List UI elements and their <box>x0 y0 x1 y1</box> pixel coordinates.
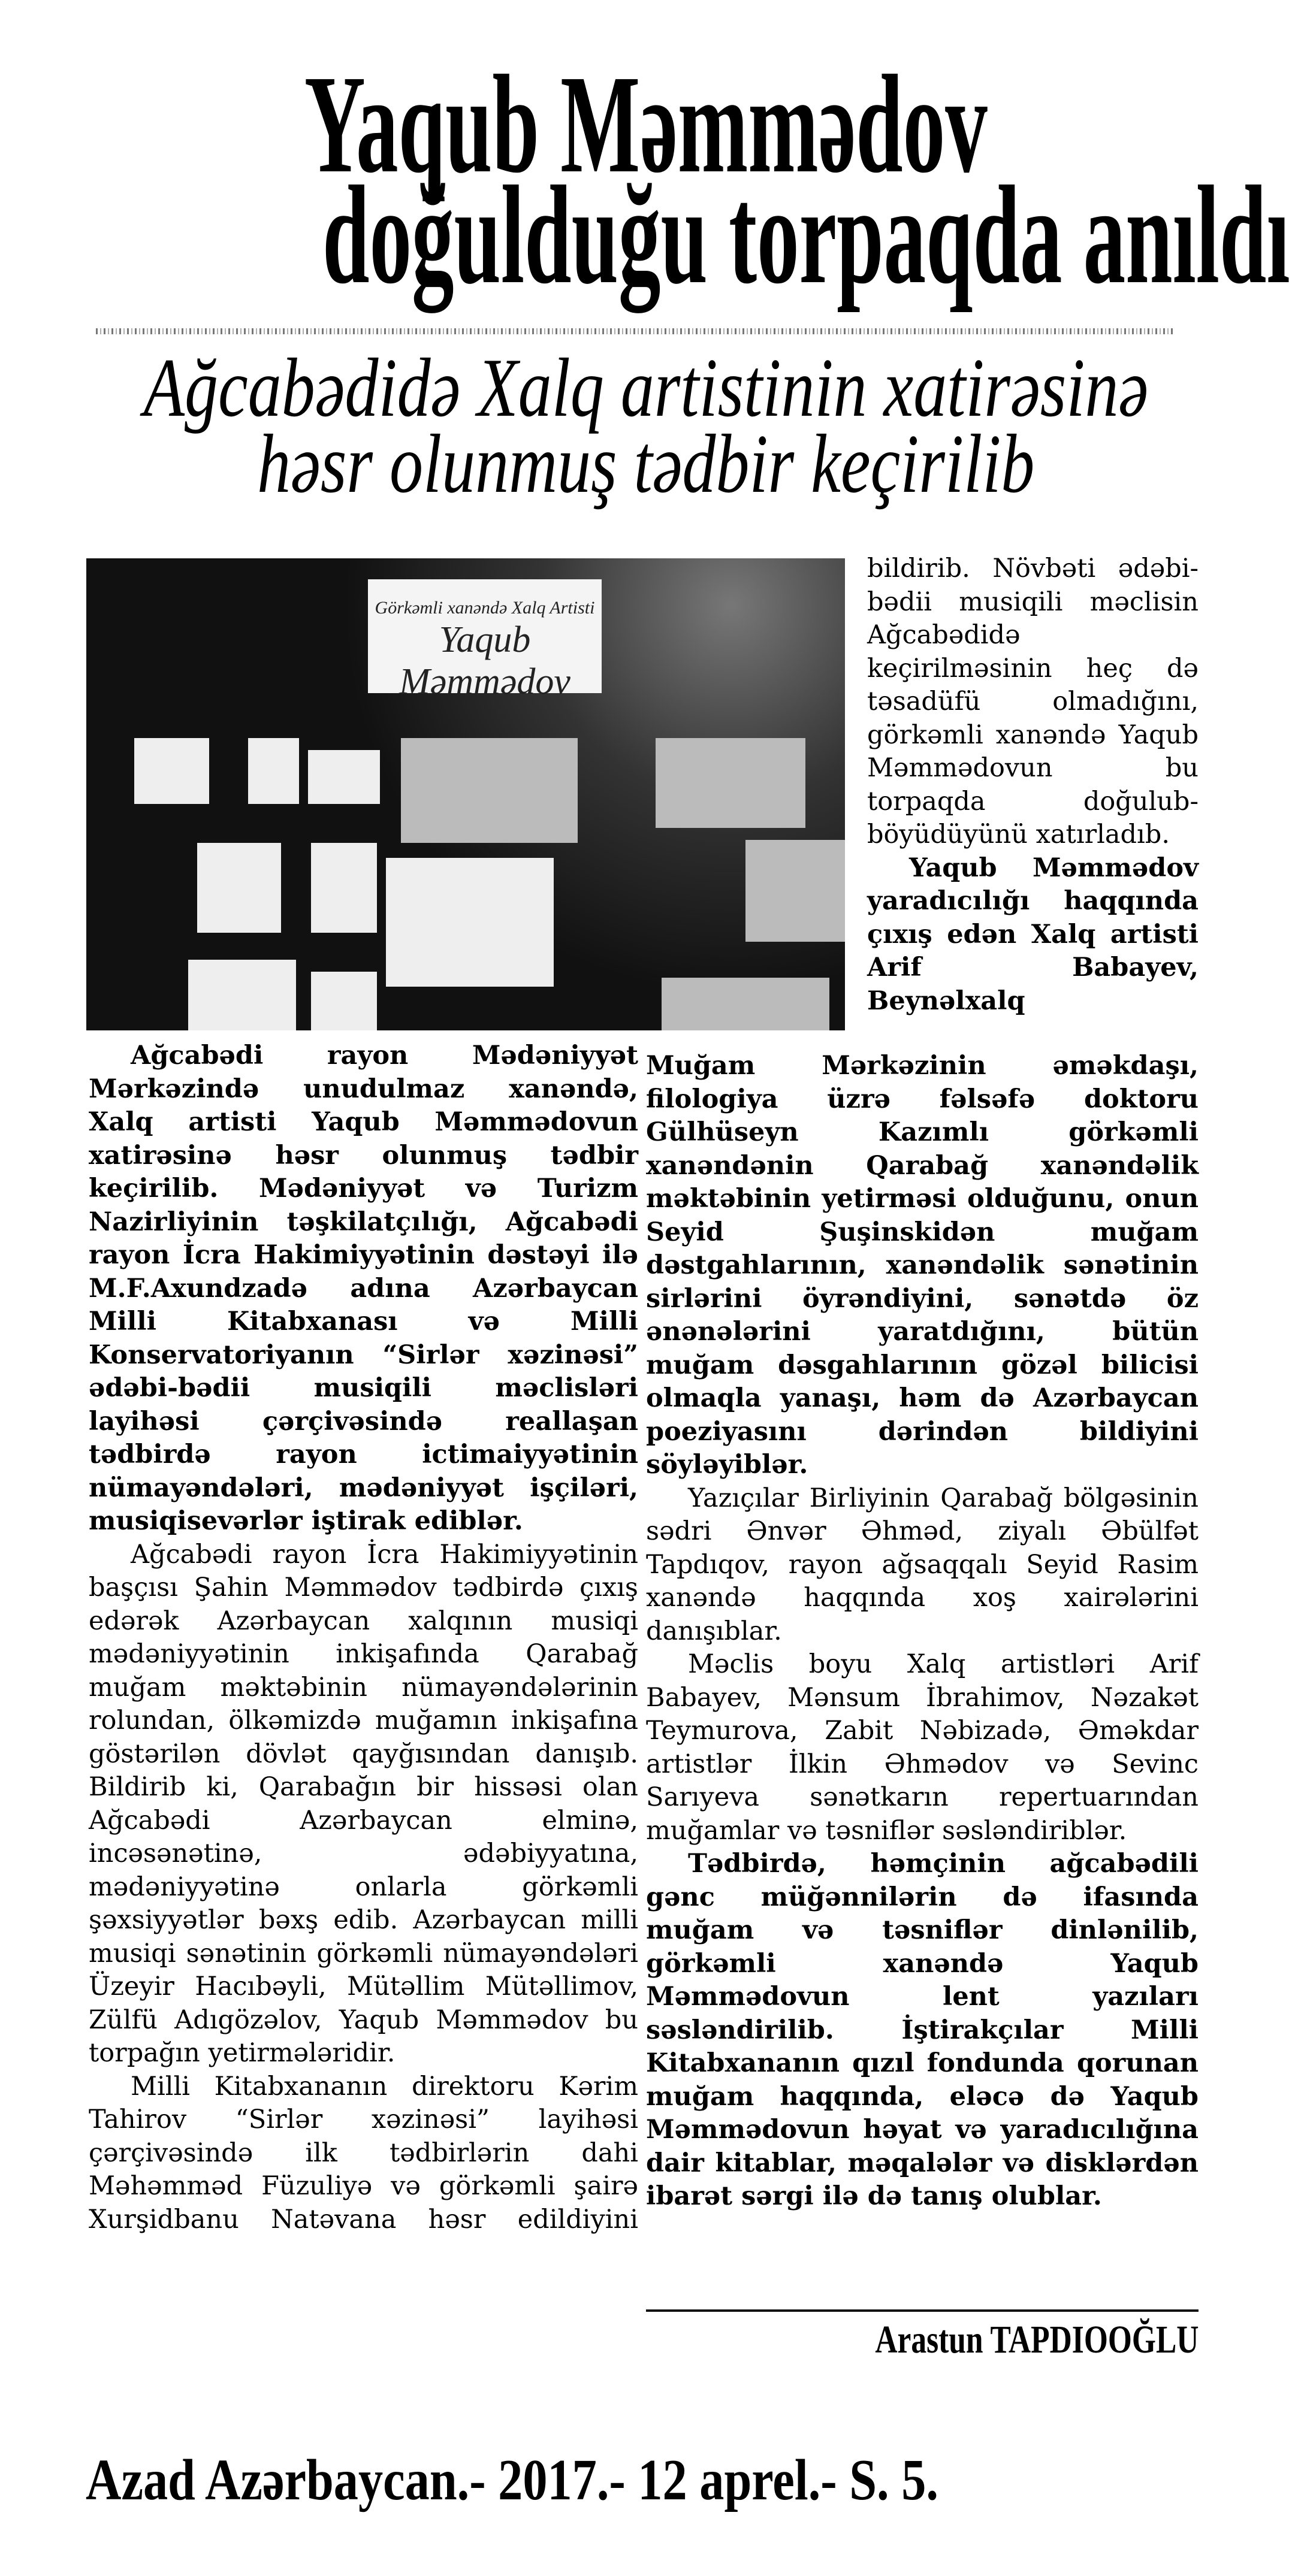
exhibition-photo <box>86 558 845 1030</box>
article-column-right-bottom <box>646 1050 1199 2214</box>
headline-line-2 <box>0 157 1292 313</box>
source-text: Azad Azərbaycan.- 2017.- 12 aprel.- S. 5. <box>86 2448 938 2512</box>
subheadline-text-2: həsr olunmuş tədbir keçirilib <box>257 418 1035 510</box>
book-item <box>401 738 578 843</box>
subheadline-text-1: Ağcabədidə Xalq artistinin xatirəsinə <box>143 341 1149 434</box>
article-column-left <box>89 1039 638 2236</box>
book-item <box>662 978 829 1030</box>
dotted-divider <box>96 328 1175 334</box>
book-item <box>308 750 380 804</box>
book-item <box>656 738 805 828</box>
article-paragraph: Məclis boyu Xalq artistləri Arif Babayev, Mənsum İbrahimov, Nəzakət Teymurova, Zabit Nəbizadə, Əməkdar artistlər İlkin Əhmədov və Sevinc Sarıyeva sənətkarın repertuarından muğamlar və təsniflər səsləndiriblər. <box>646 1649 1199 1846</box>
photo-sign-line-1: Görkəmli xanəndə Xalq Artisti <box>375 598 595 618</box>
article-paragraph: Yazıçılar Birliyinin Qarabağ bölgəsinin sədri Ənvər Əhməd, ziyalı Əbülfət Tapdıqov, rayon ağsaqqalı Seyid Rasim xanəndə haqqında xoş xairələrini danışıblar. <box>646 1483 1199 1646</box>
author-name: Arastun TAPDIOOĞLU <box>874 2318 1199 2362</box>
photo-sign-line-2: Yaqub Məmmədov <box>399 619 570 702</box>
source-citation <box>86 2447 1101 2513</box>
headline-text-1: Yaqub Məmmədov <box>304 46 988 202</box>
article-paragraph: Muğam Mərkəzinin əməkdaşı, filologiya üzrə fəlsəfə doktoru Gülhüseyn Kazımlı görkəmli xanəndənin Qarabağ xanəndəlik məktəbinin yetirməsi olduğunu, onun Seyid Şuşinskidən muğam dəstgahlarının, xanəndəlik sənətinin sirlərini öyrəndiyini, sənətdə öz ənənələrini yaratdığını, bütün muğam dəsgahlarının gözəl bilicisi olmaqla yanaşı, həm də Azərbaycan poeziyasını dərindən bildiyini söyləyiblər. <box>646 1051 1199 1480</box>
book-item <box>188 960 296 1030</box>
photo-sign <box>368 579 602 702</box>
book-item <box>745 840 845 942</box>
book-item <box>197 843 281 933</box>
byline-divider <box>646 2309 1199 2312</box>
book-item <box>311 843 377 933</box>
article-column-right-top <box>867 552 1199 1018</box>
book-item <box>134 738 209 804</box>
headline-text-2: doğulduğu torpaqda anıldı <box>322 157 1290 313</box>
author-byline <box>784 2317 1199 2363</box>
article-paragraph: Tədbirdə, həmçinin ağcabədili gənc müğənnilərin də ifasında muğam və təsniflər dinlənilib, görkəmli xanəndə Yaqub Məmmədovun lent yazıları səsləndirilib. İştirakçılar Milli Kitabxananın qızıl fondunda qorunan muğam haqqında, eləcə də Yaqub Məmmədovun həyat və yaradıcılığına dair kitablar, məqalələr və disklərdən ibarət sərgi ilə də tanış olublar. <box>646 1849 1199 2211</box>
article-paragraph: Yaqub Məmmədov yaradıcılığı haqqında çıxış edən Xalq artisti Arif Babayev, Beynəlxalq <box>867 852 1199 1016</box>
book-item <box>248 738 299 804</box>
article-paragraph: Milli Kitabxananın direktoru Kərim Tahirov “Sirlər xəzinəsi” layihəsi çərçivəsində ilk tədbirlərin dahi Məhəmməd Füzuliyə və görkəmli şairə Xurşidbanu Natəvana həsr edildiyini <box>89 2071 638 2235</box>
article-paragraph: Ağcabədi rayon İcra Hakimiyyətinin başçısı Şahin Məmmədov tədbirdə çıxış edərək Azərbaycan xalqının musiqi mədəniyyətinin inkişafında Qarabağ muğam məktəbinin nümayəndələrinin rolundan, ölkəmizdə muğamın inkişafına göstərilən dövlət qayğısından danışıb. Bildirib ki, Qarabağın bir hissəsi olan Ağcabədi Azərbaycan elminə, incəsənətinə, ədəbiyyatına, mədəniyyətinə onlarla görkəmli şəxsiyyətlər bəxş edib. Azərbaycan milli musiqi sənətinin görkəmli nümayəndələri Üzeyir Hacıbəyli, Mütəllim Mütəllimov, Zülfü Adıgözəlov, Yaqub Məmmədov bu torpağın yetirmələridir. <box>89 1539 638 2068</box>
subheadline-line-2 <box>0 418 1292 510</box>
book-item <box>311 972 377 1030</box>
article-lead-paragraph: Ağcabədi rayon Mədəniyyət Mərkəzində unudulmaz xanəndə, Xalq artisti Yaqub Məmmədovun xatirəsinə həsr olunmuş tədbir keçirilib. Mədəniyyət və Turizm Nazirliyinin təşkilatçılığı, Ağcabədi rayon İcra Hakimiyyətinin dəstəyi ilə M.F.Axundzadə adına Azərbaycan Milli Kitabxanası və Milli Konservatoriyanın “Sirlər xəzinəsi” ədəbi-bədii musiqili məclisləri layihəsi çərçivəsində reallaşan tədbirdə rayon ictimaiyyətinin nümayəndələri, mədəniyyət işçiləri, musiqisevərlər iştirak ediblər. <box>89 1041 638 1536</box>
subheadline-line-1 <box>0 341 1292 434</box>
book-item <box>386 858 554 987</box>
article-paragraph: bildirib. Növbəti ədəbi-bədii musiqili məclisin Ağcabədidə keçirilməsinin heç də təsadüfü olmadığını, görkəmli xanəndə Yaqub Məmmədovun bu torpaqda doğulub-böyüdüyünü xatırladıb. <box>867 554 1199 849</box>
